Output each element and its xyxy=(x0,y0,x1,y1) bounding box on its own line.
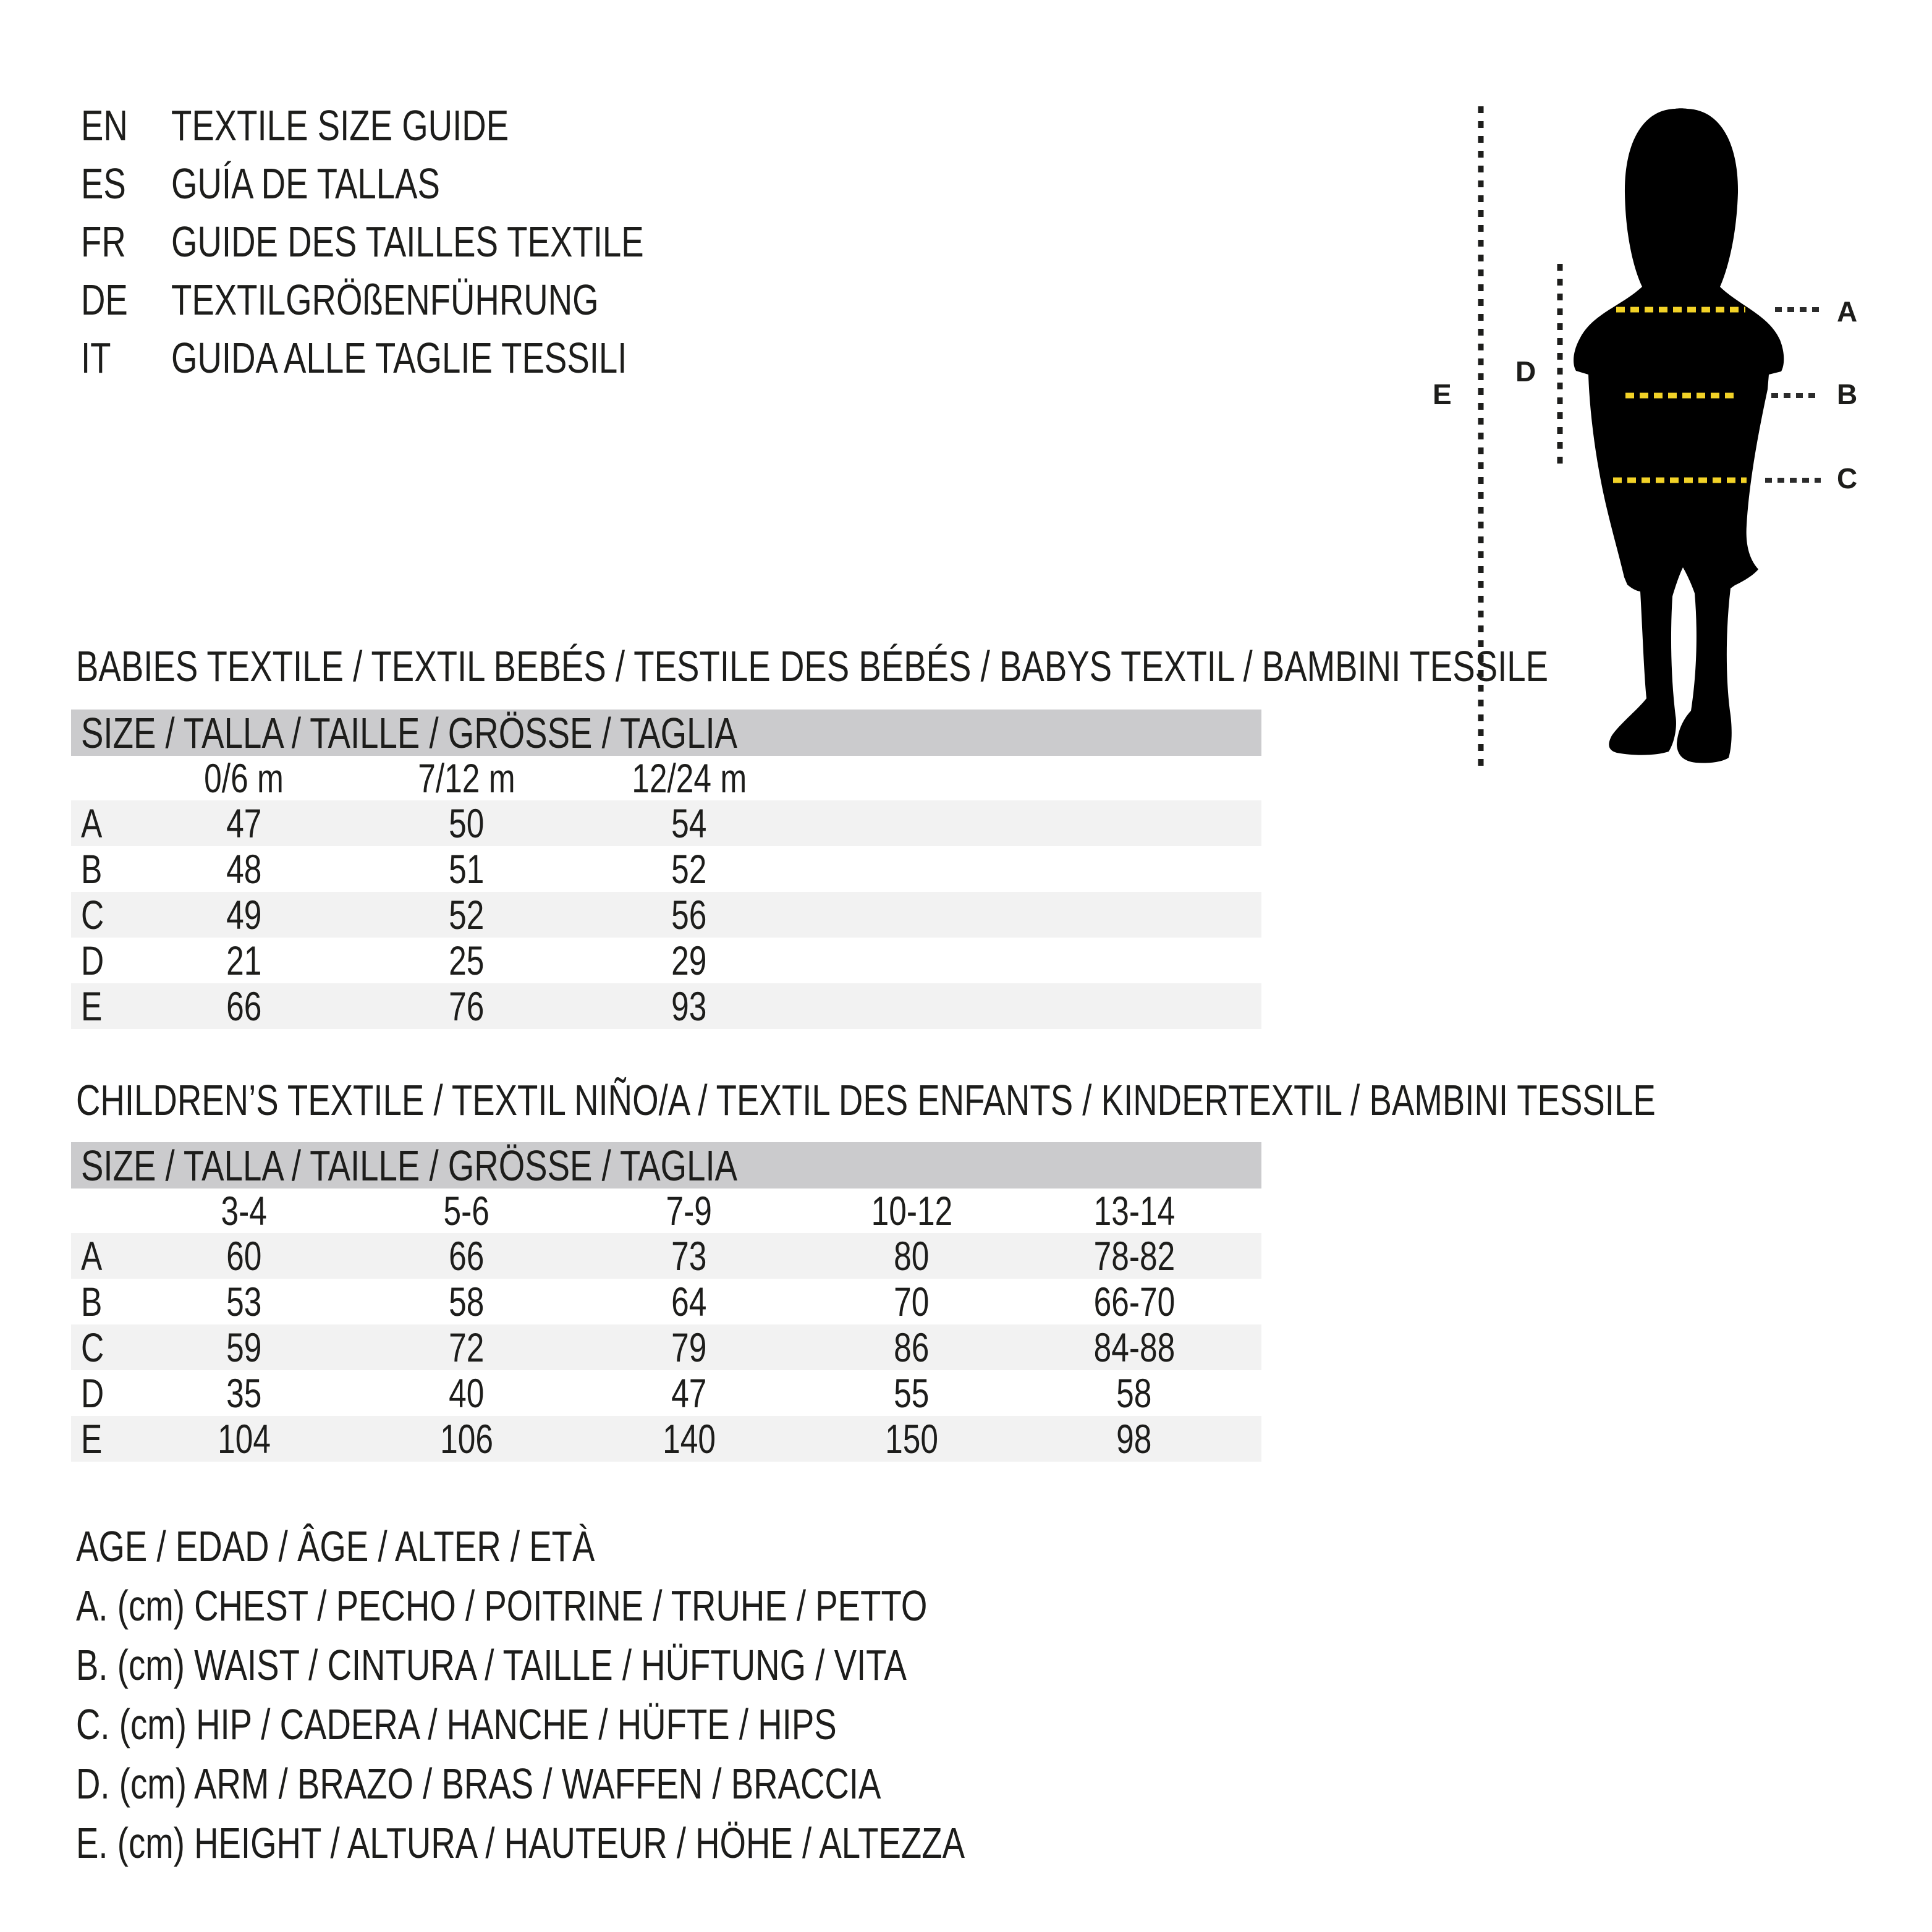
column-header-row xyxy=(71,756,1261,800)
babies-section-title: BABIES TEXTILE / TEXTIL BEBÉS / TESTILE DES BÉBÉS / BABYS TEXTIL / BAMBINI TESSILE xyxy=(76,642,1549,690)
table-cell: 72 xyxy=(449,1324,485,1370)
table-row xyxy=(71,846,1261,892)
table-cell: 48 xyxy=(226,846,262,892)
table-cell: 98 xyxy=(1116,1416,1152,1462)
table-cell: 53 xyxy=(226,1279,262,1324)
table-cell: 59 xyxy=(226,1324,262,1370)
legend-row-waist: B. (cm) WAIST / CINTURA / TAILLE / HÜFTUNG / VITA xyxy=(76,1641,907,1689)
legend-row-arm: D. (cm) ARM / BRAZO / BRAS / WAFFEN / BRACCIA xyxy=(76,1760,881,1808)
table-cell: 50 xyxy=(449,800,485,846)
table-cell: 55 xyxy=(894,1370,930,1416)
babies-size-table xyxy=(71,710,1261,1029)
table-cell: 49 xyxy=(226,892,262,938)
arm-label: D xyxy=(1515,355,1536,388)
row-label: C xyxy=(81,1324,104,1370)
legend-row-height: E. (cm) HEIGHT / ALTURA / HAUTEUR / HÖHE / ALTEZZA xyxy=(76,1819,965,1867)
column-header: 3-4 xyxy=(221,1188,268,1234)
legend-row-hip: C. (cm) HIP / CADERA / HANCHE / HÜFTE / HIPS xyxy=(76,1700,837,1748)
table-row xyxy=(71,938,1261,983)
table-cell: 66 xyxy=(449,1233,485,1279)
table-cell: 84-88 xyxy=(1093,1324,1175,1370)
language-code: IT xyxy=(81,334,111,382)
row-label: C xyxy=(81,892,104,938)
row-label: E xyxy=(81,1416,103,1462)
language-code: ES xyxy=(81,159,126,208)
table-cell: 76 xyxy=(449,983,485,1029)
table-cell: 52 xyxy=(671,846,707,892)
table-cell: 40 xyxy=(449,1370,485,1416)
legend-row-age: AGE / EDAD / ÂGE / ALTER / ETÀ xyxy=(76,1522,595,1570)
table-cell: 47 xyxy=(671,1370,707,1416)
size-header-bar: SIZE / TALLA / TAILLE / GRÖSSE / TAGLIA xyxy=(71,710,1261,756)
language-code: EN xyxy=(81,101,128,150)
table-body xyxy=(71,800,1261,1029)
hip-label: C xyxy=(1837,462,1858,494)
legend-row-chest: A. (cm) CHEST / PECHO / POITRINE / TRUHE / PETTO xyxy=(76,1582,928,1630)
column-header: 13-14 xyxy=(1093,1188,1175,1234)
table-cell: 66 xyxy=(226,983,262,1029)
waist-label: B xyxy=(1837,378,1858,410)
measurement-legend xyxy=(76,1517,1216,1873)
guide-title: GUIDE DES TAILLES TEXTILE xyxy=(171,218,644,266)
table-cell: 79 xyxy=(671,1324,707,1370)
column-header: 0/6 m xyxy=(204,755,284,801)
row-label: D xyxy=(81,938,104,983)
table-cell: 104 xyxy=(218,1416,271,1462)
table-row xyxy=(71,983,1261,1029)
children-size-table xyxy=(71,1142,1261,1462)
column-header: 12/24 m xyxy=(631,755,747,801)
table-cell: 47 xyxy=(226,800,262,846)
table-cell: 21 xyxy=(226,938,262,983)
language-row xyxy=(81,213,777,271)
table-cell: 86 xyxy=(894,1324,930,1370)
table-cell: 29 xyxy=(671,938,707,983)
column-header: 7/12 m xyxy=(418,755,515,801)
height-label: E xyxy=(1433,378,1452,410)
language-row xyxy=(81,155,777,213)
table-cell: 140 xyxy=(663,1416,716,1462)
row-label: D xyxy=(81,1370,104,1416)
table-cell: 64 xyxy=(671,1279,707,1324)
guide-title: TEXTILGRÖßENFÜHRUNG xyxy=(171,276,599,324)
language-title-list xyxy=(81,96,777,387)
column-header: 5-6 xyxy=(443,1188,490,1234)
table-row xyxy=(71,892,1261,938)
table-cell: 54 xyxy=(671,800,707,846)
guide-title: TEXTILE SIZE GUIDE xyxy=(171,101,509,150)
table-row xyxy=(71,1370,1261,1416)
table-cell: 35 xyxy=(226,1370,262,1416)
column-header: 10-12 xyxy=(871,1188,952,1234)
table-cell: 58 xyxy=(449,1279,485,1324)
language-code: DE xyxy=(81,276,128,324)
children-section-title: CHILDREN’S TEXTILE / TEXTIL NIÑO/A / TEXTIL DES ENFANTS / KINDERTEXTIL / BAMBINI TESSILE xyxy=(76,1076,1656,1124)
table-row xyxy=(71,800,1261,846)
size-header-bar: SIZE / TALLA / TAILLE / GRÖSSE / TAGLIA xyxy=(71,1142,1261,1188)
column-header: 7-9 xyxy=(666,1188,713,1234)
table-cell: 80 xyxy=(894,1233,930,1279)
table-row xyxy=(71,1279,1261,1324)
table-cell: 73 xyxy=(671,1233,707,1279)
table-cell: 93 xyxy=(671,983,707,1029)
row-label: E xyxy=(81,983,103,1029)
row-label: A xyxy=(81,1233,103,1279)
table-cell: 70 xyxy=(894,1279,930,1324)
table-row xyxy=(71,1416,1261,1462)
table-cell: 25 xyxy=(449,938,485,983)
table-cell: 52 xyxy=(449,892,485,938)
table-cell: 66-70 xyxy=(1093,1279,1175,1324)
row-label: B xyxy=(81,846,103,892)
table-cell: 150 xyxy=(885,1416,938,1462)
table-cell: 56 xyxy=(671,892,707,938)
table-cell: 51 xyxy=(449,846,485,892)
language-code: FR xyxy=(81,218,126,266)
table-body xyxy=(71,1233,1261,1462)
language-row xyxy=(81,96,777,155)
guide-title: GUÍA DE TALLAS xyxy=(171,159,440,208)
table-row xyxy=(71,1324,1261,1370)
row-label: B xyxy=(81,1279,103,1324)
table-cell: 58 xyxy=(1116,1370,1152,1416)
chest-label: A xyxy=(1837,295,1858,328)
table-row xyxy=(71,1233,1261,1279)
row-label: A xyxy=(81,800,103,846)
language-row xyxy=(81,271,777,329)
table-cell: 106 xyxy=(440,1416,493,1462)
guide-title: GUIDA ALLE TAGLIE TESSILI xyxy=(171,334,627,382)
language-row xyxy=(81,329,777,387)
column-header-row xyxy=(71,1188,1261,1233)
table-cell: 60 xyxy=(226,1233,262,1279)
table-cell: 78-82 xyxy=(1093,1233,1175,1279)
